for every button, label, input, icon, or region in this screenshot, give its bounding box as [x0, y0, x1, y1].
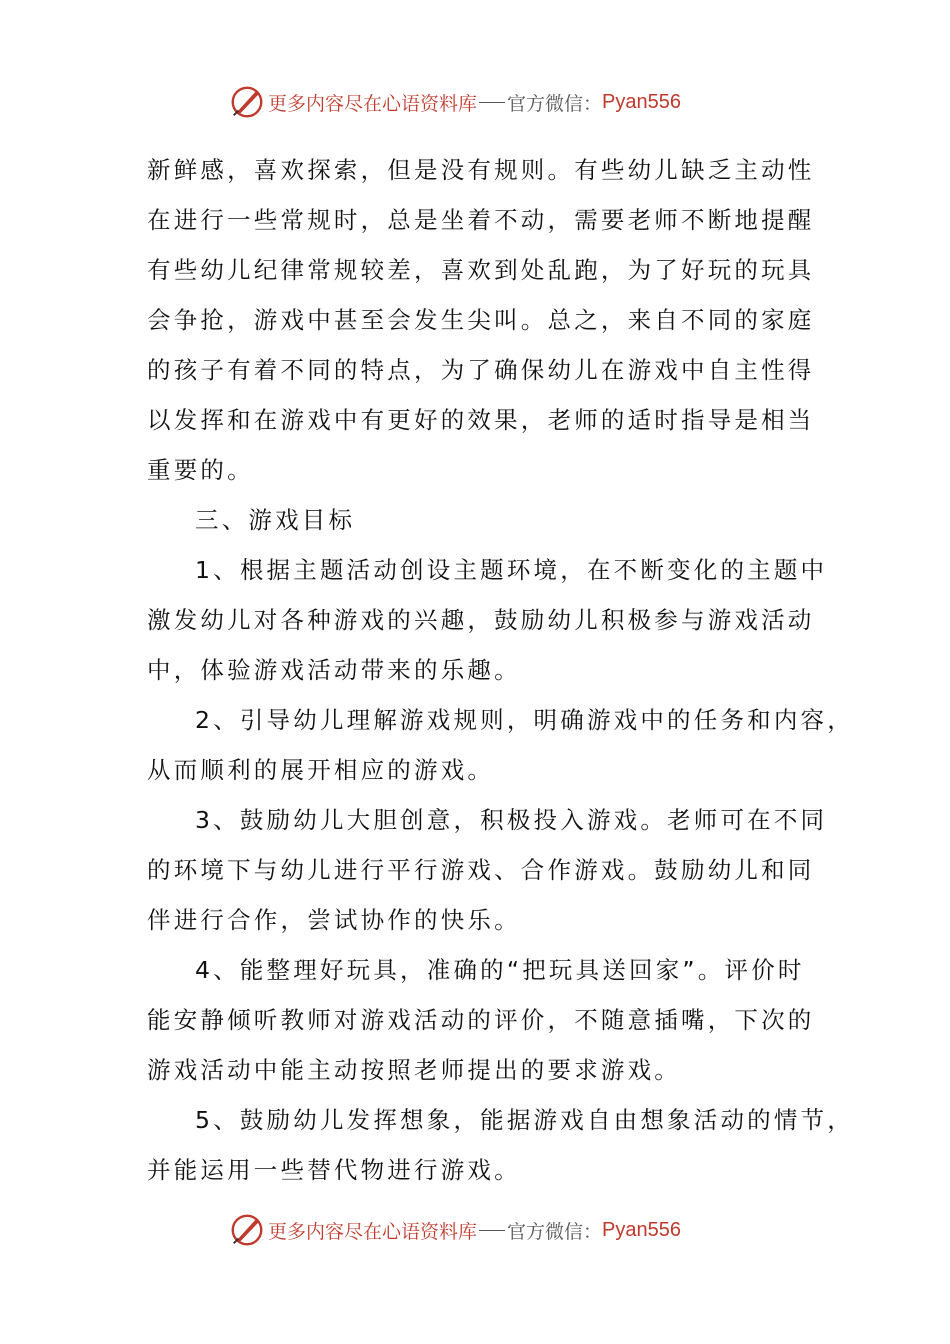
body-line: 重要的。	[147, 456, 254, 484]
header-wechat-id: Pyan556	[602, 90, 681, 113]
body-line: 1、根据主题活动创设主题环境，在不断变化的主题中	[195, 556, 828, 584]
body-line: 的孩子有着不同的特点，为了确保幼儿在游戏中自主性得	[147, 356, 815, 384]
header-divider	[479, 102, 505, 103]
body-line: 在进行一些常规时，总是坐着不动，需要老师不断地提醒	[147, 206, 815, 234]
body-line: 新鲜感，喜欢探索，但是没有规则。有些幼儿缺乏主动性	[147, 156, 815, 184]
body-line: 会争抢，游戏中甚至会发生尖叫。总之，来自不同的家庭	[147, 306, 815, 334]
quill-logo-icon	[228, 1211, 266, 1249]
section-heading: 三、游戏目标	[195, 506, 356, 534]
header-slogan: 更多内容尽在心语资料库	[268, 92, 478, 115]
header-wechat-label: 官方微信：	[507, 92, 603, 115]
body-line: 从而顺利的展开相应的游戏。	[147, 756, 495, 784]
footer-wechat-id: Pyan556	[602, 1218, 681, 1241]
body-line: 中，体验游戏活动带来的乐趣。	[147, 656, 521, 684]
body-line: 2、引导幼儿理解游戏规则，明确游戏中的任务和内容，	[195, 706, 854, 734]
body-line: 以发挥和在游戏中有更好的效果，老师的适时指导是相当	[147, 406, 815, 434]
body-line: 5、鼓励幼儿发挥想象，能据游戏自由想象活动的情节，	[195, 1106, 854, 1134]
body-line: 3、鼓励幼儿大胆创意，积极投入游戏。老师可在不同	[195, 806, 828, 834]
header-banner	[228, 82, 681, 122]
body-line: 能安静倾听教师对游戏活动的评价，不随意插嘴，下次的	[147, 1006, 815, 1034]
footer-banner	[228, 1210, 681, 1250]
footer-divider	[479, 1230, 505, 1231]
footer-slogan: 更多内容尽在心语资料库	[268, 1220, 478, 1243]
body-line: 的环境下与幼儿进行平行游戏、合作游戏。鼓励幼儿和同	[147, 856, 815, 884]
footer-wechat-label: 官方微信：	[507, 1220, 603, 1243]
quill-logo-icon	[228, 83, 266, 121]
body-line: 激发幼儿对各种游戏的兴趣，鼓励幼儿积极参与游戏活动	[147, 606, 815, 634]
body-line: 游戏活动中能主动按照老师提出的要求游戏。	[147, 1056, 681, 1084]
body-line: 4、能整理好玩具，准确的“把玩具送回家”。评价时	[195, 956, 805, 984]
document-body	[147, 145, 854, 1195]
body-line: 伴进行合作，尝试协作的快乐。	[147, 906, 521, 934]
body-line: 并能运用一些替代物进行游戏。	[147, 1156, 521, 1184]
body-line: 有些幼儿纪律常规较差，喜欢到处乱跑，为了好玩的玩具	[147, 256, 815, 284]
